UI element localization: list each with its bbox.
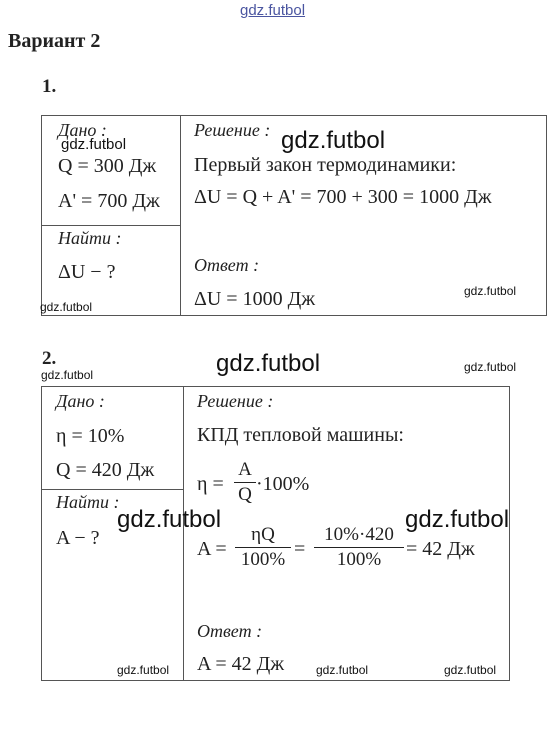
- watermark-small-5[interactable]: gdz.futbol: [117, 663, 170, 677]
- formula-2-result: = 42 Дж: [406, 538, 475, 560]
- formula-1-lhs: η =: [197, 473, 224, 495]
- watermark-large-2[interactable]: gdz.futbol: [216, 350, 321, 377]
- formula-2b-fraction-bar: [314, 547, 404, 548]
- problem-2-solution-label: Решение :: [197, 391, 274, 411]
- problem-2-answer-label: Ответ :: [197, 621, 263, 641]
- problem-1-given-label: Дано :: [58, 120, 107, 140]
- watermark-large-3[interactable]: gdz.futbol: [117, 506, 222, 533]
- watermark-large-1[interactable]: gdz.futbol: [281, 127, 386, 154]
- formula-2b-denominator: 100%: [336, 549, 382, 570]
- watermark-small-4[interactable]: gdz.futbol: [464, 360, 517, 374]
- formula-2a-fraction-bar: [235, 547, 291, 548]
- watermark-small-2[interactable]: gdz.futbol: [40, 300, 93, 314]
- watermark-small-1[interactable]: gdz.futbol: [464, 284, 517, 298]
- problem-2-find-label: Найти :: [56, 492, 120, 512]
- problem-2-given-label: Дано :: [56, 391, 105, 411]
- formula-2a-denominator: 100%: [240, 549, 286, 570]
- formula-2b-fraction: [314, 524, 404, 571]
- problem-1-given-a: A' = 700 Дж: [58, 190, 160, 212]
- formula-1-denominator: Q: [238, 484, 252, 505]
- formula-2-equals: =: [294, 538, 306, 560]
- watermark-small-7[interactable]: gdz.futbol: [444, 663, 497, 677]
- problem-2-given-q: Q = 420 Дж: [56, 459, 155, 481]
- watermark-small-6[interactable]: gdz.futbol: [316, 663, 369, 677]
- formula-2-lhs: A =: [197, 538, 227, 560]
- formula-1-fraction-bar: [234, 482, 256, 483]
- problem-1-find-label: Найти :: [58, 228, 122, 248]
- problem-2-row-divider: [42, 489, 183, 490]
- problem-1-equation: ΔU = Q + A' = 700 + 300 = 1000 Дж: [194, 186, 492, 208]
- problem-1-law: Первый закон термодинамики:: [194, 154, 457, 176]
- problem-2-number: 2.: [42, 348, 57, 369]
- formula-2b-numerator: 10%·420: [324, 524, 394, 545]
- problem-1-answer-label: Ответ :: [194, 255, 260, 275]
- watermark-given-1[interactable]: gdz.futbol: [61, 136, 127, 153]
- problem-1-number: 1.: [42, 76, 57, 97]
- problem-1-given-q: Q = 300 Дж: [58, 155, 157, 177]
- problem-2-given-eta: η = 10%: [56, 425, 125, 447]
- formula-1-numerator: A: [238, 459, 252, 480]
- formula-1-rest: ·100%: [256, 473, 310, 495]
- formula-2a-numerator: ηQ: [251, 524, 275, 545]
- problem-2-kpd: КПД тепловой машины:: [197, 424, 404, 446]
- problem-1-solution-label: Решение :: [194, 120, 271, 140]
- problem-1-find-value: ΔU − ?: [58, 261, 116, 283]
- formula-2a-fraction: [235, 524, 291, 571]
- watermark-small-3[interactable]: gdz.futbol: [41, 368, 94, 382]
- problem-1-row-divider: [42, 225, 180, 226]
- problem-2-answer: A = 42 Дж: [197, 653, 285, 675]
- problem-1-answer: ΔU = 1000 Дж: [194, 288, 316, 310]
- problem-1-column-divider: [180, 116, 181, 315]
- page-title: Вариант 2: [8, 30, 101, 52]
- watermark-top[interactable]: gdz.futbol: [240, 2, 306, 19]
- problem-2-find-value: A − ?: [56, 527, 100, 549]
- watermark-large-4[interactable]: gdz.futbol: [405, 506, 510, 533]
- formula-1-fraction: [234, 459, 256, 506]
